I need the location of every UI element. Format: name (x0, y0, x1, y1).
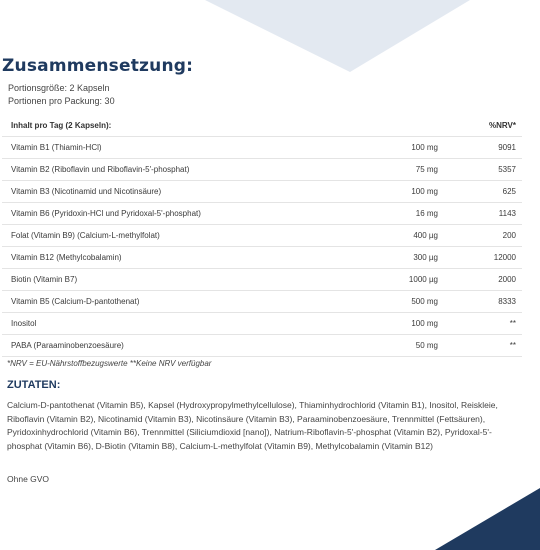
nutrient-amount: 1000 µg (368, 269, 452, 291)
header-amount (368, 115, 452, 137)
nutrient-amount: 50 mg (368, 335, 452, 357)
nutrient-amount: 100 mg (368, 137, 452, 159)
table-row (2, 159, 522, 181)
nutrient-nrv: ** (452, 313, 522, 335)
bottom-right-deco-shape (435, 488, 540, 550)
nutrient-amount: 500 mg (368, 291, 452, 313)
table-row (2, 335, 522, 357)
nutrient-name: Vitamin B1 (Thiamin-HCl) (2, 137, 368, 159)
table-row (2, 181, 522, 203)
table-row (2, 269, 522, 291)
nutrient-name: Vitamin B3 (Nicotinamid und Nicotinsäure) (2, 181, 368, 203)
nutrient-amount: 100 mg (368, 181, 452, 203)
nutrient-name: Vitamin B5 (Calcium-D-pantothenat) (2, 291, 368, 313)
nutrient-amount: 16 mg (368, 203, 452, 225)
table-row (2, 225, 522, 247)
nutrient-nrv: 2000 (452, 269, 522, 291)
nutrient-name: Folat (Vitamin B9) (Calcium-L-methylfolat) (2, 225, 368, 247)
nutrient-nrv: 8333 (452, 291, 522, 313)
table-row (2, 291, 522, 313)
header-nrv: %NRV* (452, 115, 522, 137)
nrv-footnote: *NRV = EU-Nährstoffbezugswerte **Keine NRV verfügbar (7, 359, 212, 368)
ingredients-heading: ZUTATEN: (7, 379, 61, 391)
nutrient-amount: 75 mg (368, 159, 452, 181)
table-header-row (2, 115, 522, 137)
nutrient-name: Biotin (Vitamin B7) (2, 269, 368, 291)
nutrient-nrv: 5357 (452, 159, 522, 181)
serving-size: Portionsgröße: 2 Kapseln (8, 83, 110, 93)
nutrient-nrv: 1143 (452, 203, 522, 225)
nutrient-name: Vitamin B2 (Riboflavin und Riboflavin-5'-phosphat) (2, 159, 368, 181)
page-title: Zusammensetzung: (2, 56, 194, 76)
nutrition-table (2, 115, 522, 357)
top-deco-shape (205, 0, 470, 72)
nutrient-amount: 400 µg (368, 225, 452, 247)
nutrient-nrv: 12000 (452, 247, 522, 269)
servings-per-pack: Portionen pro Packung: 30 (8, 96, 115, 106)
gmo-free-note: Ohne GVO (7, 474, 50, 484)
nutrient-name: PABA (Paraaminobenzoesäure) (2, 335, 368, 357)
nutrient-name: Vitamin B12 (Methylcobalamin) (2, 247, 368, 269)
table-row (2, 247, 522, 269)
table-row (2, 313, 522, 335)
nutrient-amount: 100 mg (368, 313, 452, 335)
nutrient-name: Vitamin B6 (Pyridoxin-HCl und Pyridoxal-5'-phosphat) (2, 203, 368, 225)
ingredients-text: Calcium-D-pantothenat (Vitamin B5), Kapsel (Hydroxypropylmethylcellulose), Thiaminhydrochlorid (Vitamin B1), Inositol, Reiskleie, Riboflavin (Vitamin B2), Nicotinamid (Vitamin B3), Nicotinsäure (Vitamin B3), Paraaminobenzoesäure, Trennmittel (Fettsäuren), Pyridoxinhydrochlorid (Vitamin B6), Trennmittel (Siliciumdioxid [nano]), Natrium-Riboflavin-5'-phosphat (Vitamin B2), Pyridoxal-5'-phosphat (Vitamin B6), D-Biotin (Vitamin B8), Calcium-L-methylfolat (Vitamin B9), Methylcobalamin (Vitamin B12) (7, 400, 498, 451)
table-row (2, 137, 522, 159)
nutrient-name: Inositol (2, 313, 368, 335)
nutrient-nrv: 200 (452, 225, 522, 247)
header-name: Inhalt pro Tag (2 Kapseln): (2, 115, 368, 137)
nutrient-amount: 300 µg (368, 247, 452, 269)
nutrient-nrv: 9091 (452, 137, 522, 159)
nutrient-nrv: ** (452, 335, 522, 357)
table-row (2, 203, 522, 225)
nutrient-nrv: 625 (452, 181, 522, 203)
